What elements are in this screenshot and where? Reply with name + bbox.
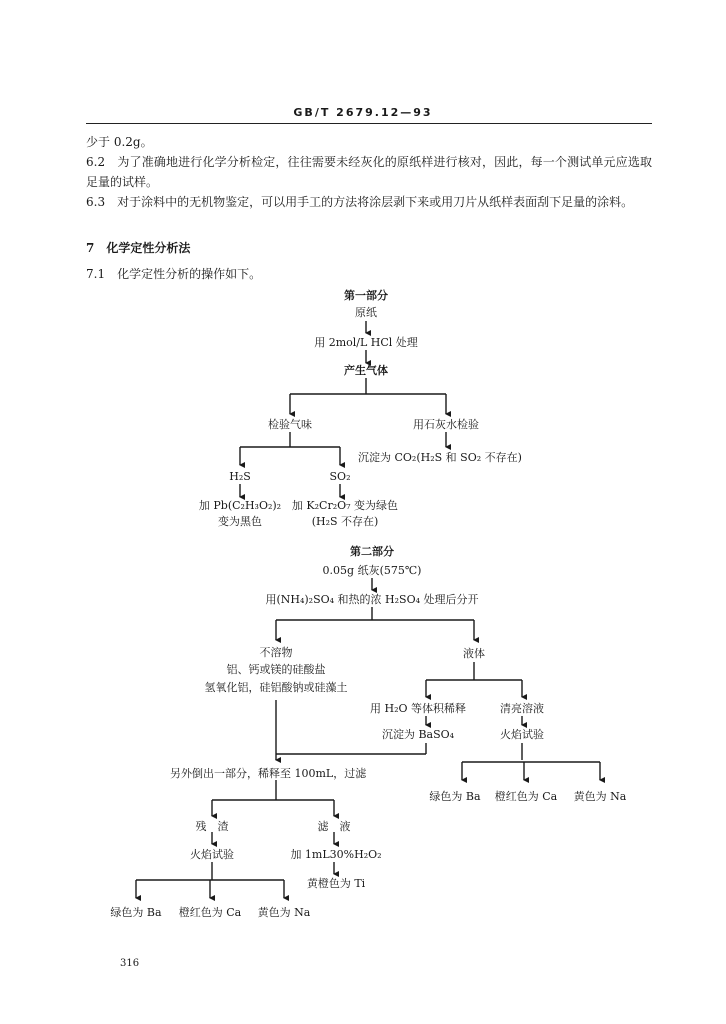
part1-h2s: H₂S: [229, 470, 251, 483]
part2-dilute: 用 H₂O 等体积稀释: [369, 702, 467, 715]
part1-limewater-test: 用石灰水检验: [413, 418, 479, 431]
part1-so2-reagent: 加 K₂Cr₂O₇ 变为绿色: [291, 499, 399, 512]
part2-left-ca: 橙红色为 Ca: [178, 906, 242, 919]
paragraph-6-1-end: 少于 0.2g。: [86, 135, 153, 149]
part2-flame-test-left: 火焰试验: [190, 848, 234, 861]
part2-left-na: 黄色为 Na: [257, 906, 311, 919]
part1-so2-result: (H₂S 不存在): [311, 515, 379, 528]
part2-baso4: 沉淀为 BaSO₄: [381, 728, 455, 741]
part2-right-ba: 绿色为 Ba: [429, 790, 481, 803]
part2-ti: 黄橙色为 Ti: [306, 877, 366, 890]
part1-step-gas: 产生气体: [344, 364, 388, 377]
part1-step-hcl: 用 2mol/L HCl 处理: [314, 336, 418, 349]
part2-insoluble-silicates: 铝、钙或镁的硅酸盐: [226, 663, 326, 676]
part1-start: 原纸: [355, 306, 377, 319]
part2-residue: 残 渣: [195, 820, 229, 833]
page-number: 316: [120, 958, 140, 969]
part2-title: 第二部分: [350, 545, 394, 558]
part1-title: 第一部分: [344, 289, 388, 302]
paragraph-6-2: 6.2 为了准确地进行化学分析检定，往往需要未经灰化的原纸样进行核对，因此，每一个测试单元应选取足量的试样。: [86, 155, 652, 189]
part1-so2: SO₂: [329, 470, 351, 483]
part1-smell-test: 检验气味: [268, 418, 312, 431]
part2-pour-filter: 另外倒出一部分，稀释至 100mL，过滤: [170, 767, 367, 780]
part2-right-ca: 橙红色为 Ca: [494, 790, 558, 803]
part1-h2s-reagent: 加 Pb(C₂H₃O₂)₂: [198, 499, 282, 512]
part2-filtrate: 滤 液: [317, 820, 351, 833]
part2-insoluble: 不溶物: [259, 646, 293, 659]
part1-co2-result: 沉淀为 CO₂(H₂S 和 SO₂ 不存在): [358, 451, 522, 464]
part2-left-ba: 绿色为 Ba: [110, 906, 162, 919]
part2-liquid: 液体: [463, 647, 485, 660]
part1-h2s-result: 变为黑色: [218, 515, 262, 528]
part2-clear-solution: 清亮溶液: [500, 702, 544, 715]
paragraph-7-1: 7.1 化学定性分析的操作如下。: [86, 267, 262, 281]
section-7-heading: 7 化学定性分析法: [86, 241, 191, 255]
part2-step-acid: 用(NH₄)₂SO₄ 和热的浓 H₂SO₄ 处理后分开: [265, 593, 479, 606]
part2-start: 0.05g 纸灰(575℃): [322, 564, 422, 577]
part2-right-na: 黄色为 Na: [573, 790, 627, 803]
part2-insoluble-hydroxide: 氢氧化铝，硅铝酸钠或硅藻土: [204, 681, 348, 694]
part2-h2o2: 加 1mL30%H₂O₂: [290, 848, 382, 861]
standard-header: GB/T 2679.12—93: [293, 106, 433, 119]
part2-flame-test-right: 火焰试验: [500, 728, 544, 741]
paragraph-6-3: 6.3 对于涂料中的无机物鉴定，可以用手工的方法将涂层剥下来或用刀片从纸样表面刮下足量的涂料。: [86, 195, 634, 209]
